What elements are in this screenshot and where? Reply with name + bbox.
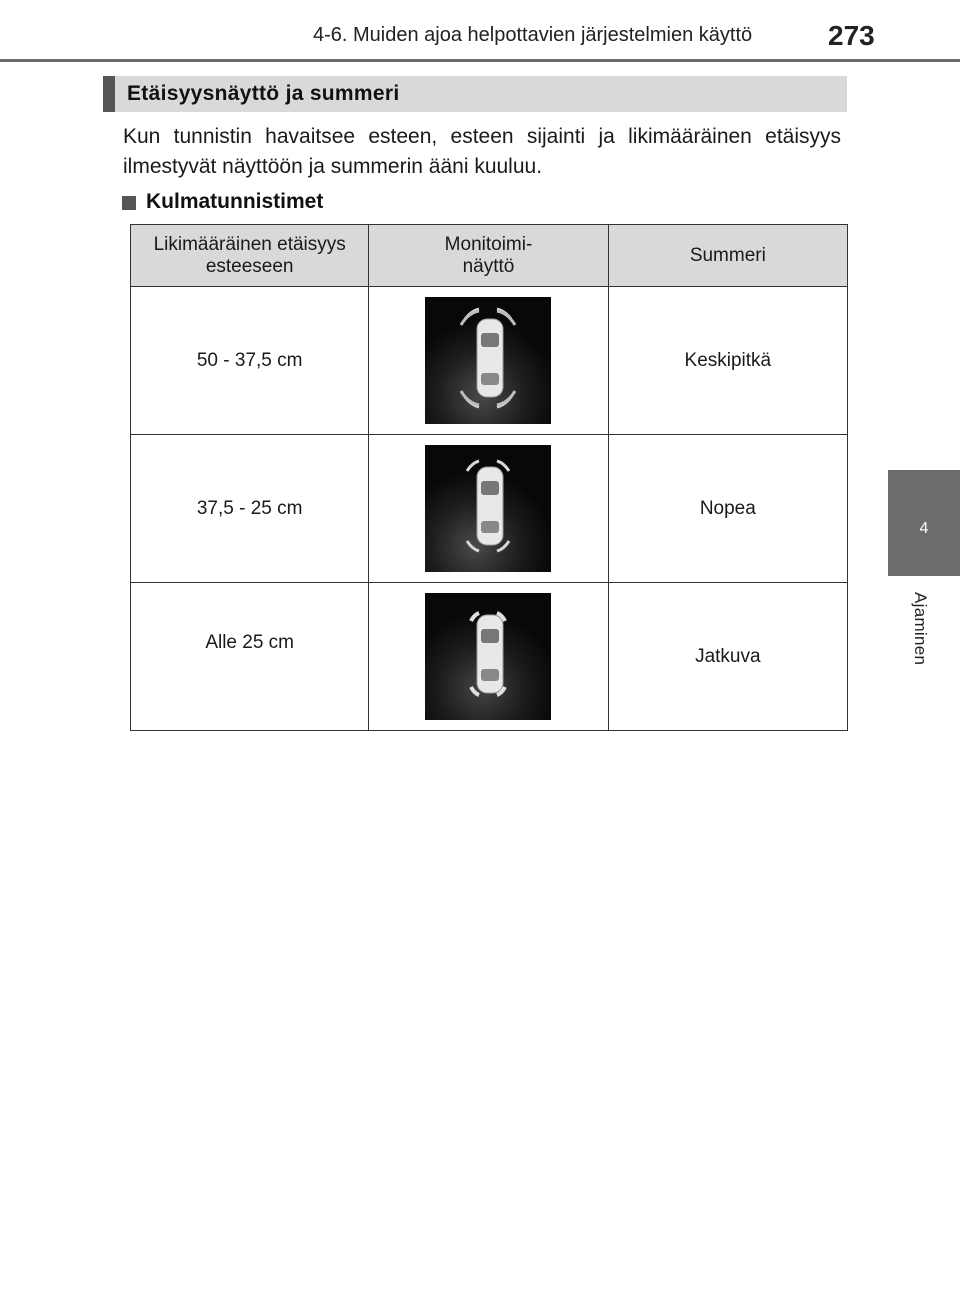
- display-cell: [369, 583, 608, 731]
- distance-cell: 50 - 37,5 cm: [131, 287, 369, 435]
- header-buzzer: Summeri: [608, 225, 847, 287]
- square-bullet-icon: [122, 196, 136, 210]
- page-number: 273: [828, 20, 875, 51]
- table-header-row: [131, 225, 848, 287]
- buzzer-cell: Jatkuva: [608, 583, 847, 731]
- header-display: Monitoimi-näyttö: [369, 225, 608, 287]
- parking-sensor-screen-icon: [425, 445, 551, 572]
- table-row: [131, 435, 848, 583]
- chapter-number: 4: [919, 520, 929, 537]
- table-row: [131, 583, 848, 731]
- buzzer-cell: Keskipitkä: [608, 287, 847, 435]
- distance-cell: [131, 583, 369, 731]
- display-cell: [369, 435, 608, 583]
- section-title: Etäisyysnäyttö ja summeri: [127, 82, 400, 105]
- subheading-text: Kulmatunnistimet: [146, 190, 324, 213]
- distance-cell: 37,5 - 25 cm: [131, 435, 369, 583]
- chapter-tab: [888, 470, 960, 576]
- display-cell: [369, 287, 608, 435]
- buzzer-cell: Nopea: [608, 435, 847, 583]
- header-title: 4-6. Muiden ajoa helpottavien järjestelmien käyttö: [313, 24, 753, 46]
- chapter-label: Ajaminen: [911, 592, 930, 666]
- subheading: [122, 188, 323, 216]
- header-rule: [0, 59, 960, 62]
- table-row: [131, 287, 848, 435]
- section-heading-bar: [103, 76, 847, 112]
- intro-paragraph: Kun tunnistin havaitsee esteen, esteen sijainti ja likimääräinen etäisyys ilmestyvät näyttöön ja summerin ääni kuuluu.: [123, 125, 841, 178]
- parking-sensor-screen-icon: [425, 297, 551, 424]
- distance-table: [130, 224, 848, 731]
- distance-text: Alle 25 cm: [205, 631, 295, 653]
- parking-sensor-screen-icon: [425, 593, 551, 720]
- header-distance: Likimääräinen etäisyys esteeseen: [131, 225, 369, 287]
